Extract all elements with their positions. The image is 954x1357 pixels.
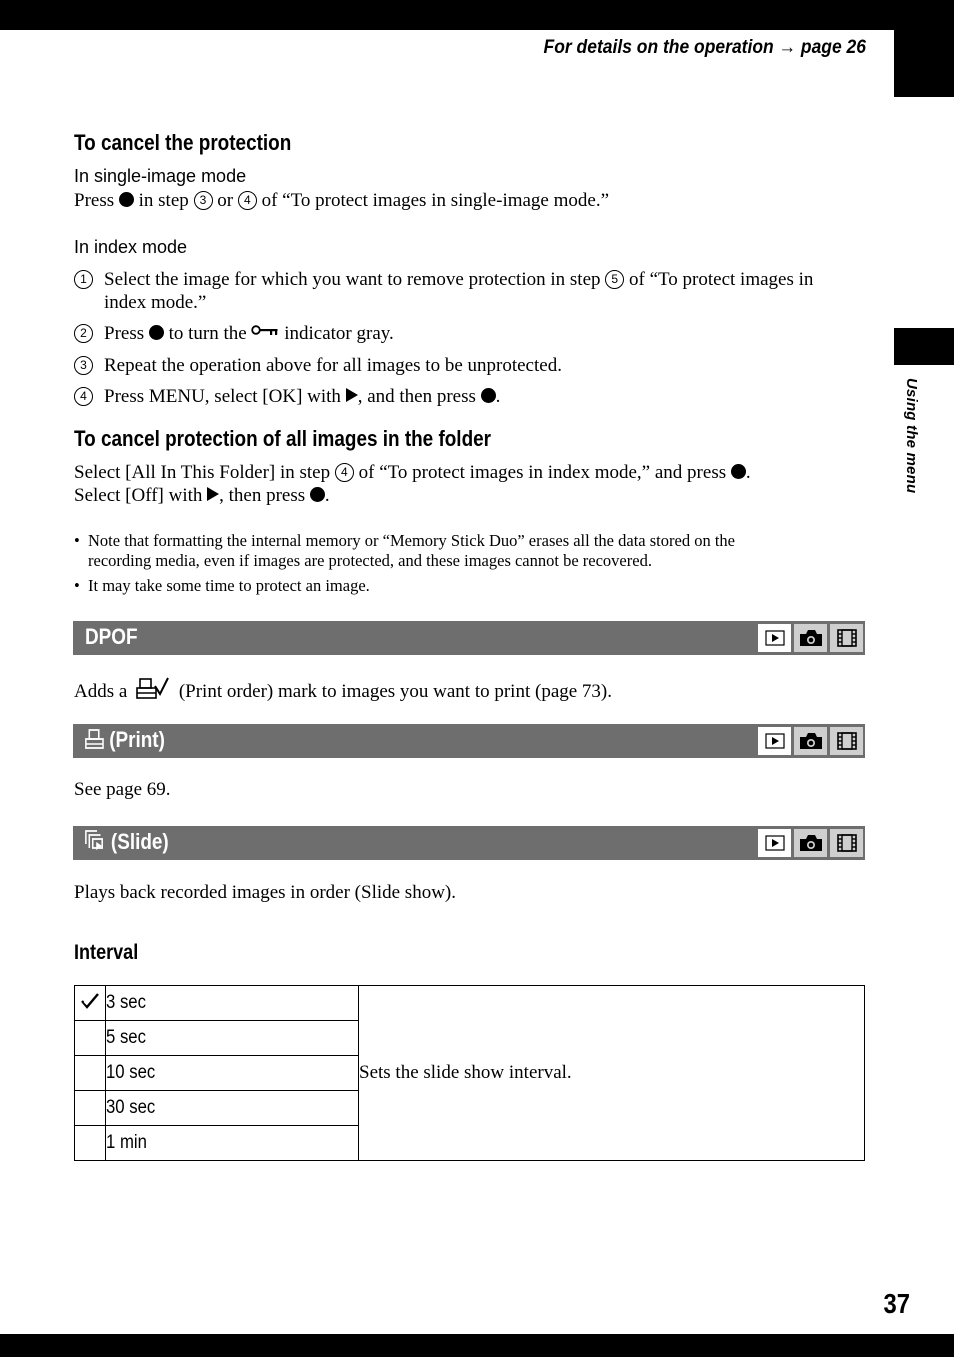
- index-step-4: [74, 385, 874, 411]
- center-button-icon: [119, 192, 134, 207]
- side-section-tab: [894, 328, 954, 365]
- bullet: •: [74, 531, 80, 550]
- text: index mode.”: [104, 292, 207, 313]
- step-ref-circle: 5: [605, 270, 624, 289]
- header-reference: [511, 37, 866, 59]
- section-bar-print: [73, 724, 865, 758]
- page-number: 37: [883, 1288, 910, 1319]
- cancel-all-line-2: [74, 484, 330, 507]
- step-number-circle: 1: [74, 270, 93, 289]
- bullet: •: [74, 576, 80, 595]
- mode-icons: [758, 829, 863, 857]
- section-bar-dpof: [73, 621, 865, 655]
- index-step-1: [74, 268, 874, 318]
- movie-icon: [830, 829, 863, 857]
- check-cell: [75, 1056, 106, 1091]
- text: indicator gray.: [284, 323, 394, 344]
- movie-icon: [830, 624, 863, 652]
- option-label: 1 min: [106, 1132, 147, 1153]
- text: of “To protect images in: [629, 269, 814, 290]
- top-right-tab: [894, 30, 954, 97]
- step-text: [104, 385, 500, 408]
- camera-icon: [794, 727, 827, 755]
- interval-option: [106, 1091, 359, 1126]
- text: (Print order) mark to images you want to print (page 73).: [178, 681, 613, 702]
- note-item-1: [74, 531, 735, 570]
- interval-option: [106, 986, 359, 1021]
- bar-title: [85, 727, 165, 753]
- interval-option: [106, 1021, 359, 1056]
- header-ref-text: For details on the operation: [543, 37, 774, 58]
- playback-icon: [758, 829, 791, 857]
- option-label: 3 sec: [106, 992, 146, 1013]
- camera-icon: [794, 829, 827, 857]
- center-button-icon: [149, 325, 164, 340]
- check-cell: [75, 1091, 106, 1126]
- bottom-black-bar: [0, 1334, 954, 1357]
- dpof-description: [74, 676, 612, 703]
- text: Select [All In This Folder] in step: [74, 462, 331, 483]
- print-description: See page 69.: [74, 779, 171, 800]
- mode-icons: [758, 727, 863, 755]
- step-number-circle: 3: [74, 356, 93, 375]
- bar-title: [85, 829, 169, 855]
- bar-title: DPOF: [85, 624, 138, 649]
- side-section-label: Using the menu: [903, 378, 920, 494]
- text: recording media, even if images are protected, and these images cannot be recovered.: [88, 551, 652, 570]
- index-step-2: [74, 322, 874, 348]
- bar-title-text: (Slide): [110, 829, 169, 854]
- right-arrow-icon: [346, 388, 358, 402]
- step-number-circle: 2: [74, 324, 93, 343]
- interval-description: Sets the slide show interval.: [359, 986, 865, 1161]
- text: or: [217, 190, 234, 211]
- section-bar-slide: [73, 826, 865, 860]
- playback-icon: [758, 624, 791, 652]
- check-cell: [75, 1126, 106, 1161]
- arrow-right-icon: →: [778, 37, 797, 58]
- note-text: It may take some time to protect an image.: [88, 576, 370, 595]
- check-cell: [75, 1021, 106, 1056]
- step-ref-circle: 4: [238, 191, 257, 210]
- top-black-bar: [0, 0, 954, 30]
- section-title-cancel-all: To cancel protection of all images in the folder: [74, 426, 492, 451]
- text: , and then press: [357, 386, 476, 407]
- text: to turn the: [168, 323, 247, 344]
- slide-show-icon: [85, 830, 106, 852]
- step-number-circle: 4: [74, 387, 93, 406]
- default-check-cell: [75, 986, 106, 1021]
- center-button-icon: [731, 464, 746, 479]
- playback-icon: [758, 727, 791, 755]
- key-icon: [251, 325, 279, 337]
- text: Note that formatting the internal memory or “Memory Stick Duo” erases all the data stored on the: [88, 531, 735, 550]
- text: Select the image for which you want to remove protection in step: [104, 269, 601, 290]
- text: Press MENU, select [OK] with: [104, 386, 341, 407]
- text: .: [324, 485, 330, 506]
- camera-icon: [794, 624, 827, 652]
- interval-option: [106, 1126, 359, 1161]
- check-icon: [80, 992, 100, 1010]
- interval-option: [106, 1056, 359, 1091]
- single-mode-instruction: [74, 189, 609, 212]
- table-row[interactable]: [75, 986, 865, 1021]
- note-text: [88, 531, 735, 571]
- print-icon: [85, 728, 104, 750]
- text: Select [Off] with: [74, 485, 203, 506]
- subtitle-index-mode: In index mode: [74, 237, 188, 257]
- text: .: [745, 462, 751, 483]
- text: of “To protect images in single-image mode.”: [261, 190, 610, 211]
- step-ref-circle: 4: [335, 463, 354, 482]
- step-text: Repeat the operation above for all images to be unprotected.: [104, 355, 562, 376]
- center-button-icon: [481, 388, 496, 403]
- note-item-2: [74, 576, 370, 596]
- text: Press: [74, 190, 115, 211]
- section-title-cancel-protection: To cancel the protection: [74, 130, 292, 155]
- text: .: [495, 386, 501, 407]
- text: Adds a: [74, 681, 128, 702]
- text: of “To protect images in index mode,” and press: [358, 462, 727, 483]
- step-text: [104, 322, 394, 345]
- index-step-3: [74, 354, 874, 380]
- subtitle-single-mode: In single-image mode: [74, 166, 247, 186]
- slide-description: Plays back recorded images in order (Slide show).: [74, 882, 457, 903]
- text: , then press: [219, 485, 306, 506]
- text: in step: [138, 190, 189, 211]
- print-order-icon: [136, 676, 170, 702]
- bar-title-text: (Print): [109, 727, 165, 752]
- step-text: [104, 268, 813, 314]
- movie-icon: [830, 727, 863, 755]
- step-ref-circle: 3: [194, 191, 213, 210]
- interval-table: [74, 985, 865, 1161]
- option-label: 30 sec: [106, 1097, 156, 1118]
- option-label: 10 sec: [106, 1062, 156, 1083]
- cancel-all-line-1: [74, 461, 751, 484]
- mode-icons: [758, 624, 863, 652]
- interval-title: Interval: [74, 941, 139, 964]
- option-label: 5 sec: [106, 1027, 146, 1048]
- header-ref-page: page 26: [800, 37, 866, 58]
- text: Press: [104, 323, 145, 344]
- right-arrow-icon: [207, 487, 219, 501]
- center-button-icon: [310, 487, 325, 502]
